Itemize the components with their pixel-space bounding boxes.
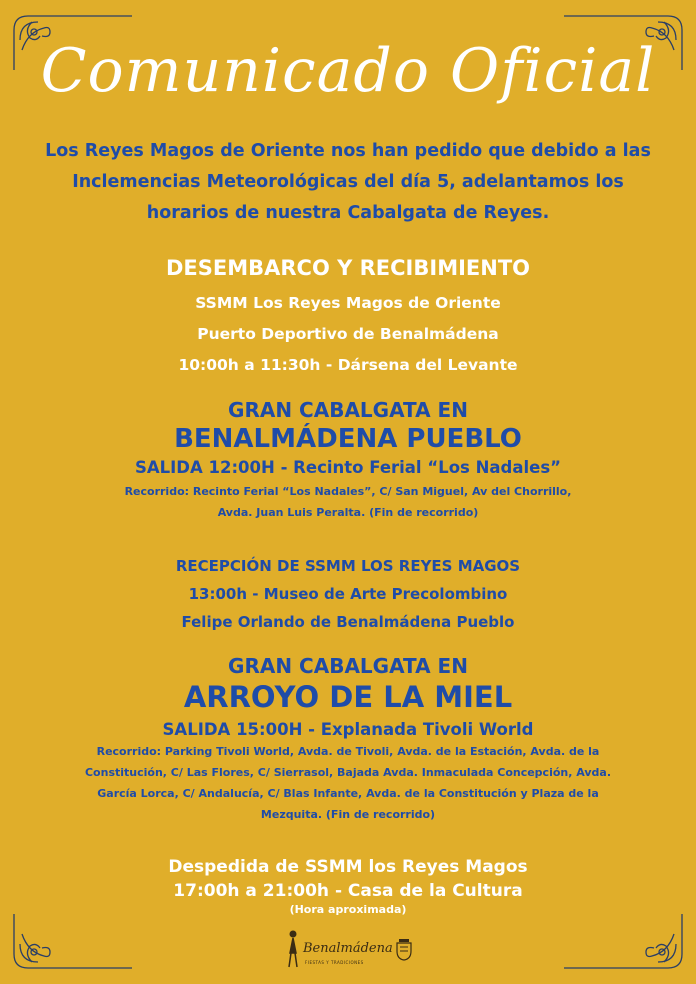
logo-name: Benalmádena xyxy=(303,941,393,956)
pueblo-heading-big: BENALMÁDENA PUEBLO xyxy=(174,424,522,454)
arroyo-recorrido: Recorrido: Parking Tivoli World, Avda. de Tivoli, Avda. de la Estación, Avda. de la Constitución, C/ Las Flores, C/ Sierrasol, Bajada Avda. Inmaculada Concepción, Avda. García Lorca, C/ Andalucía, C/ Blas Infante, Avda. de la Constitución y Plaza de la Mezquita. (Fin de recorrido) xyxy=(84,745,612,821)
despedida-note: (Hora aproximada) xyxy=(289,903,407,916)
coat-of-arms-icon xyxy=(395,937,413,961)
despedida-section xyxy=(20,855,676,916)
figure-icon xyxy=(285,929,301,969)
pueblo-section xyxy=(20,398,676,523)
page-title: Comunicado Oficial xyxy=(40,36,656,106)
recepcion-heading: RECEPCIÓN DE SSMM LOS REYES MAGOS xyxy=(175,557,521,575)
despedida-line: 17:00h a 21:00h - Casa de la Cultura xyxy=(173,881,523,901)
despedida-line: Despedida de SSMM los Reyes Magos xyxy=(168,857,528,877)
logo-tagline: FIESTAS Y TRADICIONES xyxy=(305,960,364,965)
recepcion-line: 13:00h - Museo de Arte Precolombino xyxy=(188,585,508,603)
intro-paragraph: Los Reyes Magos de Oriente nos han pedido que debido a las Inclemencias Meteorológicas del día 5, adelantamos los horarios de nuestra Cabalgata de Reyes. xyxy=(45,141,651,223)
benalmadena-logo xyxy=(285,927,415,973)
desembarco-heading: DESEMBARCO Y RECIBIMIENTO xyxy=(165,256,531,280)
recepcion-line: Felipe Orlando de Benalmádena Pueblo xyxy=(181,613,515,631)
pueblo-heading: GRAN CABALGATA EN xyxy=(228,398,468,422)
desembarco-line: SSMM Los Reyes Magos de Oriente xyxy=(195,294,501,312)
arroyo-salida: SALIDA 15:00H - Explanada Tivoli World xyxy=(162,720,534,739)
desembarco-section xyxy=(20,256,676,381)
desembarco-line: 10:00h a 11:30h - Dársena del Levante xyxy=(178,356,518,374)
desembarco-line: Puerto Deportivo de Benalmádena xyxy=(197,325,499,343)
recepcion-section xyxy=(20,552,676,636)
arroyo-section xyxy=(20,654,676,825)
pueblo-salida: SALIDA 12:00H - Recinto Ferial “Los Nadales” xyxy=(134,458,561,477)
arroyo-heading-big: ARROYO DE LA MIEL xyxy=(183,680,513,714)
arroyo-heading: GRAN CABALGATA EN xyxy=(228,654,468,678)
pueblo-recorrido: Recorrido: Recinto Ferial “Los Nadales”, C/ San Miguel, Av del Chorrillo, Avda. Juan Luis Peralta. (Fin de recorrido) xyxy=(124,485,572,519)
